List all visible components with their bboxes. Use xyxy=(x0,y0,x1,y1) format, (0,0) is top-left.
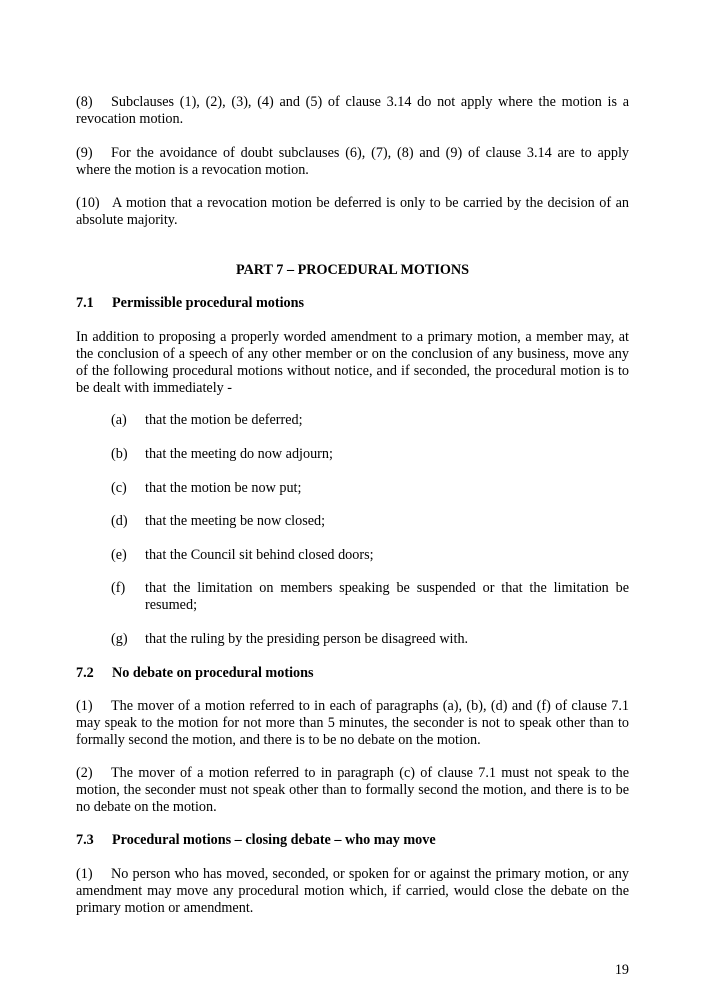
section-title: Permissible procedural motions xyxy=(112,295,305,311)
item-letter: (f) xyxy=(111,580,126,596)
section-7-1-intro xyxy=(76,329,629,397)
part-title: PART 7 – PROCEDURAL MOTIONS xyxy=(235,262,470,278)
clause-10 xyxy=(76,195,629,229)
item-text: that the meeting do now adjourn; xyxy=(145,446,333,462)
page-number: 19 xyxy=(614,962,629,978)
clause-number: (9) xyxy=(76,145,93,161)
section-7-2-clause-1 xyxy=(76,698,629,749)
item-text: that the Council sit behind closed doors; xyxy=(145,547,374,563)
list-item xyxy=(111,480,629,497)
item-letter: (g) xyxy=(111,631,128,647)
section-title: No debate on procedural motions xyxy=(112,665,314,681)
clause-number: (10) xyxy=(76,195,100,211)
list-item xyxy=(111,547,629,564)
clause-text: Subclauses (1), (2), (3), (4) and (5) of clause 3.14 do not apply where the motion is a revocation motion. xyxy=(76,94,629,127)
section-number: 7.3 xyxy=(76,832,94,848)
section-title: Procedural motions – closing debate – who may move xyxy=(112,832,436,848)
list-item xyxy=(111,580,629,614)
item-letter: (c) xyxy=(111,480,127,496)
clause-text: For the avoidance of doubt subclauses (6), (7), (8) and (9) of clause 3.14 are to apply where the motion is a revocation motion. xyxy=(76,145,629,178)
item-text: that the motion be deferred; xyxy=(145,412,303,428)
clause-text: A motion that a revocation motion be deferred is only to be carried by the decision of an absolute majority. xyxy=(76,195,629,228)
item-letter: (b) xyxy=(111,446,128,462)
clause-text: No person who has moved, seconded, or spoken for or against the primary motion, or any amendment may move any procedural motion which, if carried, would close the debate on the primary motion or amendment. xyxy=(76,866,629,916)
section-7-3-clause-1 xyxy=(76,866,629,917)
item-text: that the limitation on members speaking be suspended or that the limitation be resumed; xyxy=(145,580,629,613)
section-number: 7.2 xyxy=(76,665,94,681)
section-number: 7.1 xyxy=(76,295,94,311)
section-heading-7-3 xyxy=(76,832,629,849)
clause-text: The mover of a motion referred to in paragraph (c) of clause 7.1 must not speak to the motion, the seconder must not speak other than to formally second the motion, and there is to be no debate on the motion. xyxy=(76,765,629,815)
intro-text: In addition to proposing a properly worded amendment to a primary motion, a member may, at the conclusion of a speech of any other member or on the conclusion of any business, move any of the following procedural motions without notice, and if seconded, the procedural motion is to be dealt with immediately - xyxy=(76,329,629,396)
list-item xyxy=(111,513,629,530)
clause-number: (1) xyxy=(76,698,93,714)
item-letter: (e) xyxy=(111,547,127,563)
list-item xyxy=(111,631,629,648)
item-letter: (d) xyxy=(111,513,128,529)
item-letter: (a) xyxy=(111,412,127,428)
clause-8 xyxy=(76,94,629,128)
clause-number: (2) xyxy=(76,765,93,781)
list-item xyxy=(111,446,629,463)
section-7-2-clause-2 xyxy=(76,765,629,816)
list-item xyxy=(111,412,629,429)
clause-number: (8) xyxy=(76,94,93,110)
clause-text: The mover of a motion referred to in each of paragraphs (a), (b), (d) and (f) of clause 7.1 may speak to the motion for not more than 5 minutes, the seconder is not to speak other than to formally second the motion, and there is to be no debate on the motion. xyxy=(76,698,629,748)
clause-9 xyxy=(76,145,629,179)
item-text: that the motion be now put; xyxy=(145,480,302,496)
item-text: that the ruling by the presiding person be disagreed with. xyxy=(145,631,469,647)
section-heading-7-1 xyxy=(76,295,629,312)
clause-number: (1) xyxy=(76,866,93,882)
item-text: that the meeting be now closed; xyxy=(145,513,326,529)
section-heading-7-2 xyxy=(76,665,629,682)
